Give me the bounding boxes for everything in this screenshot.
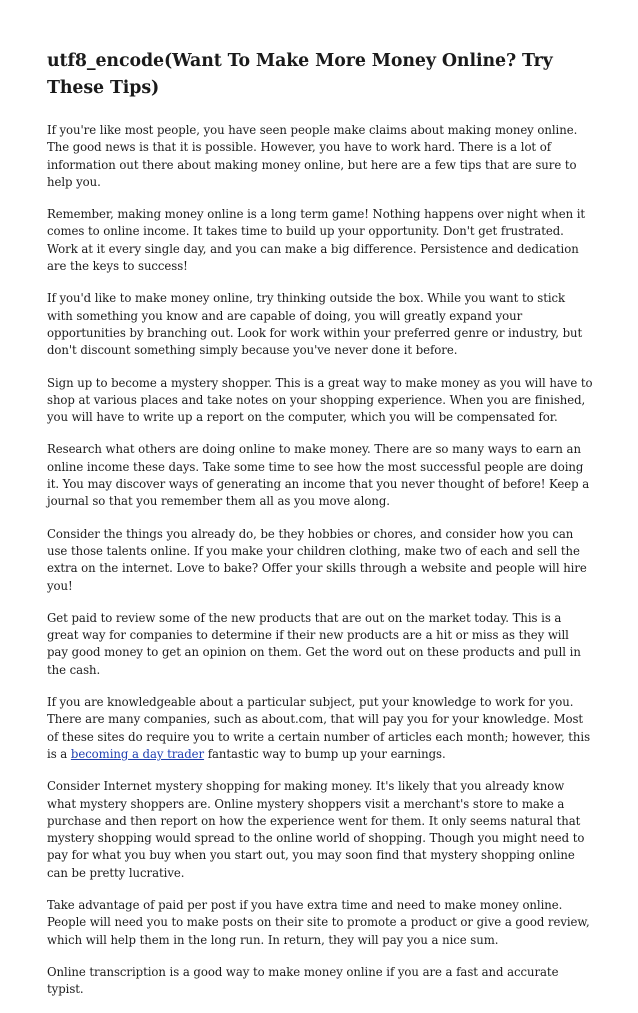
paragraph-intro: If you're like most people, you have seen people make claims about making money online. The good news is that it is possible. However, you have to work hard. There is a lot of information out there about making money online, but here are a few tips that are sure to help you. [47, 123, 578, 189]
paragraph-knowledge-text-before: If you are knowledgeable about a particular subject, put your knowledge to work for you. There are many companies, such as about.com, that will pay you for your knowledge. Most of these sites do require you to write a certain number of articles each month; however, this is a [47, 695, 591, 761]
document-title: utf8_encode(Want To Make More Money Online? Try These Tips) [47, 51, 553, 98]
day-trader-link[interactable]: becoming a day trader [70, 746, 205, 761]
paragraph-product-review: Get paid to review some of the new products that are out on the market today. This is a great way for companies to determine if their new products are a hit or miss as they will pay good money to get an opinion on them. Get the word out on these products and pull in the cash. [47, 610, 581, 677]
paragraph-transcription: Online transcription is a good way to make money online if you are a fast and accurate typist. [47, 964, 559, 997]
paragraph-knowledge-text-after: fantastic way to bump up your earnings. [204, 746, 446, 761]
paragraph-internet-mystery-shopping: Consider Internet mystery shopping for making money. It's likely that you already know what mystery shoppers are. Online mystery shoppers visit a merchant's store to make a purchase and then report on how the experience went for them. It only seems natural that mystery shopping would spread to the online world of shopping. Though you might need to pay for what you buy when you start out, you may soon find that mystery shopping online can be pretty lucrative. [47, 779, 585, 880]
paragraph-long-term: Remember, making money online is a long term game! Nothing happens over night when it comes to online income. It takes time to build up your opportunity. Don't get frustrated. Work at it every single day, and you can make a big difference. Persistence and dedication are the keys to success! [47, 207, 586, 274]
paragraph-paid-per-post: Take advantage of paid per post if you have extra time and need to make money online. People will need you to make posts on their site to promote a product or give a good review, which will help them in the long run. In return, they will pay you a nice sum. [47, 897, 590, 947]
paragraph-mystery-shopper: Sign up to become a mystery shopper. This is a great way to make money as you will have to shop at various places and take notes on your shopping experience. When you are finished, you will have to write up a report on the computer, which you will be compensated for. [47, 375, 593, 425]
document-page [47, 48, 593, 1013]
paragraph-research: Research what others are doing online to make money. There are so many ways to earn an online income these days. Take some time to see how the most successful people are doing it. You may discover ways of generating an income that you never thought of before! Keep a journal so that you remember them all as you move along. [47, 442, 590, 509]
paragraph-hobbies: Consider the things you already do, be they hobbies or chores, and consider how you can use those talents online. If you make your children clothing, make two of each and sell the extra on the internet. Love to bake? Offer your skills through a website and people will hire you! [47, 526, 587, 593]
paragraph-knowledge [47, 694, 593, 763]
paragraph-outside-box: If you'd like to make money online, try thinking outside the box. While you want to stick with something you know and are capable of doing, you will greatly expand your opportunities by branching out. Look for work within your preferred genre or industry, but don't discount something simply because you've never done it before. [47, 291, 583, 358]
